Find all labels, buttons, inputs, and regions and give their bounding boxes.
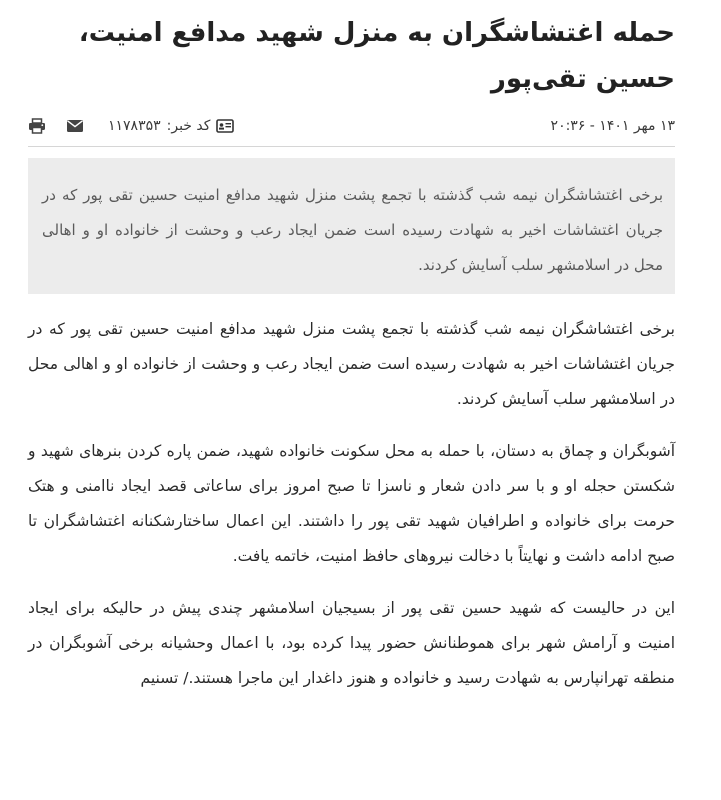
- news-code-label: کد خبر:: [166, 118, 211, 134]
- news-code: [108, 118, 234, 134]
- article-title: حمله اغتشاشگران به منزل شهید مدافع امنیت، حسین تقی‌پور: [78, 18, 675, 94]
- article-lead: برخی اغتشاشگران نیمه شب گذشته با تجمع پشت منزل شهید مدافع امنیت حسین تقی پور که در جریان اغتشاشات اخیر به شهادت رسیده است ضمن ایجاد رعب و وحشت از خانواده او و اهالی محل در اسلامشهر سلب آسایش کردند.: [28, 158, 675, 294]
- body-paragraph: آشوبگران و چماق به دستان، با حمله به محل سکونت خانواده شهید، ضمن پاره کردن بنرهای شهید و شکستن حجله او و با سر دادن شعار و ناسزا تا صبح امروز برای ساعاتی قصد ایجاد ناامنی و هتک حرمت برای خانواده و اطرافیان شهید تقی پور را داشتند. این اعمال ساختارشکنانه اغتشاشگران تا صبح ادامه داشت و نهایتاً با دخالت نیروهای حافظ امنیت، خاتمه یافت.: [28, 442, 675, 565]
- envelope-icon[interactable]: [66, 119, 84, 133]
- meta-divider: [28, 146, 675, 147]
- article-meta: [28, 113, 675, 139]
- body-paragraph: برخی اغتشاشگران نیمه شب گذشته با تجمع پشت منزل شهید مدافع امنیت حسین تقی پور که در جریان اغتشاشات اخیر به شهادت رسیده است ضمن ایجاد رعب و وحشت از خانواده او و اهالی محل در اسلامشهر سلب آسایش کردند.: [28, 320, 675, 408]
- article-tools: [28, 118, 234, 134]
- news-code-value: ۱۱۷۸۳۵۳: [108, 118, 161, 134]
- body-paragraph: این در حالیست که شهید حسین تقی پور از بسیجیان اسلامشهر چندی پیش در حالیکه برای ایجاد امنیت و آرامش شهر برای هموطنانش حضور پیدا کرده بود، با اعمال وحشیانه برخی آشوبگران در منطقه تهرانپارس به شهادت رسید و خانواده و هنوز داغدار این ماجرا هستند./ تسنیم: [28, 599, 675, 687]
- article-body: [28, 312, 675, 713]
- printer-icon[interactable]: [28, 118, 46, 134]
- publish-date: ۱۳ مهر ۱۴۰۱ - ۲۰:۳۶: [550, 118, 675, 134]
- id-card-icon: [216, 119, 234, 133]
